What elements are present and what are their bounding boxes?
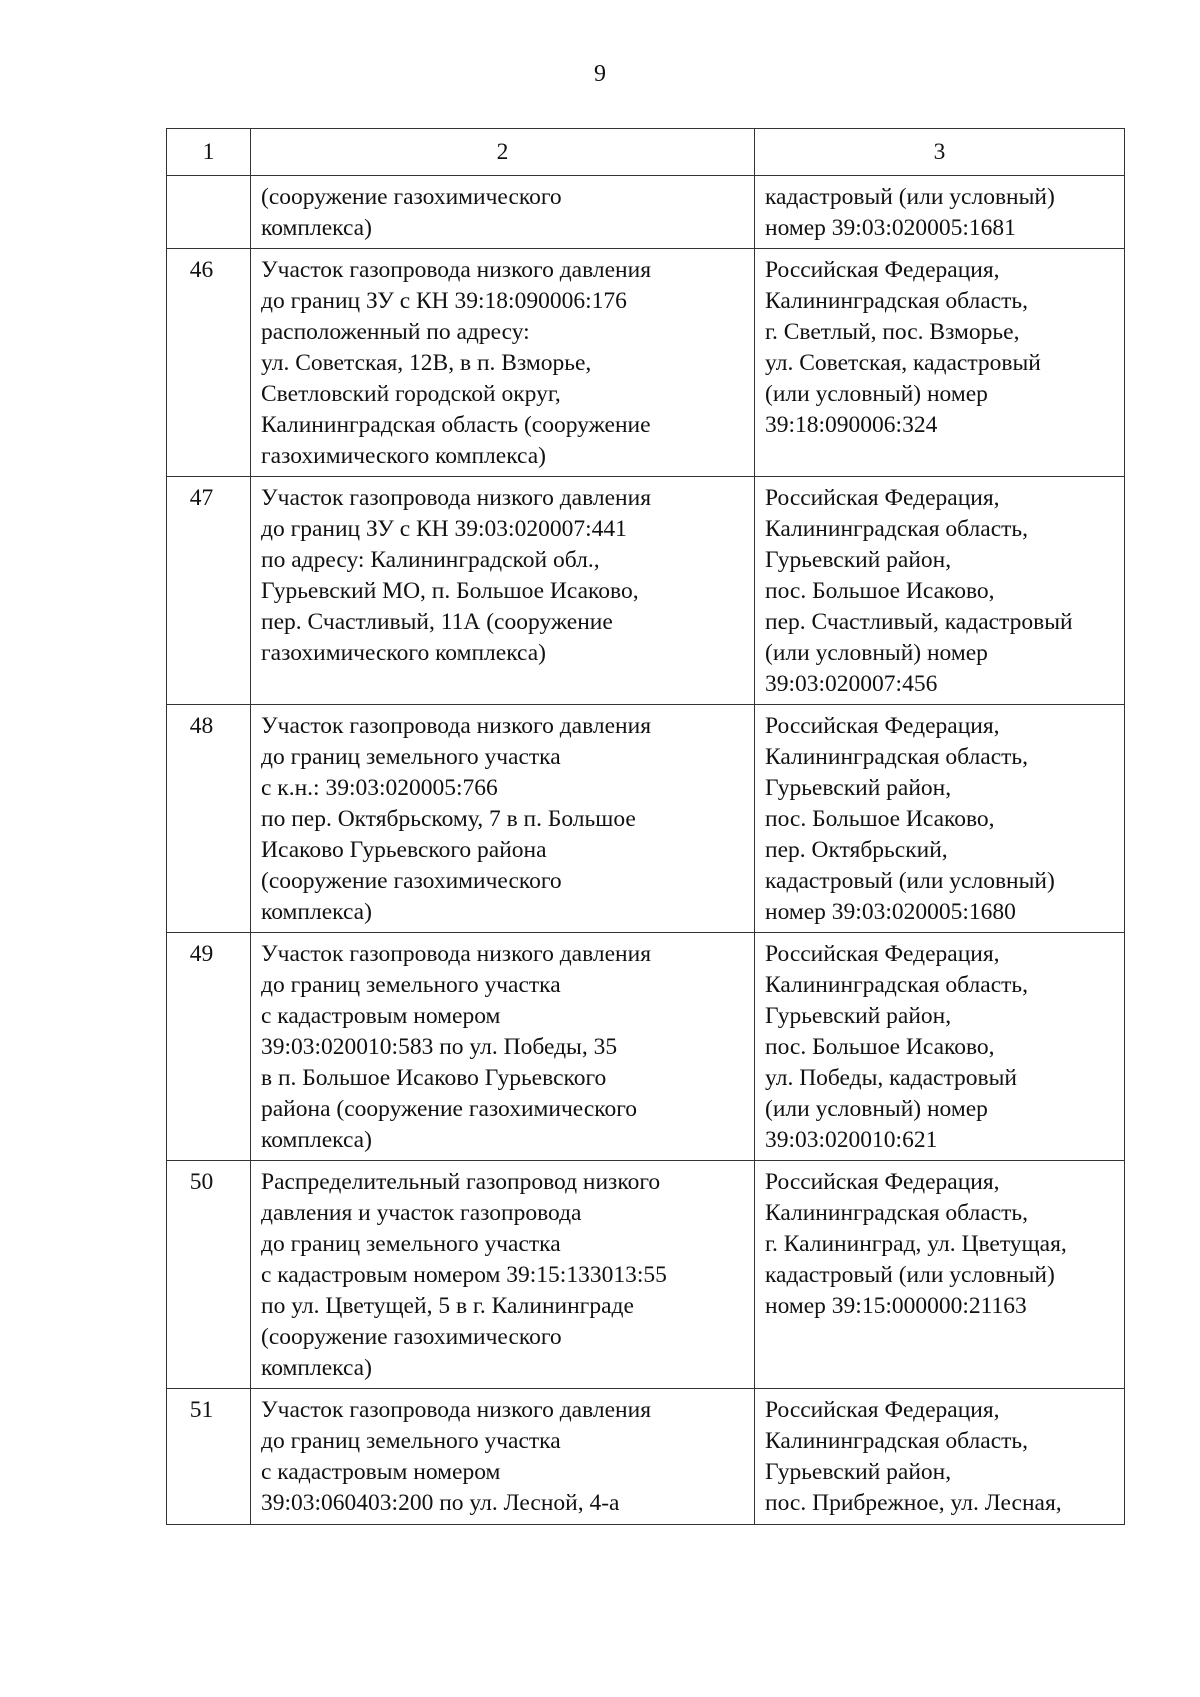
description-line: (сооружение газохимического [261, 184, 562, 210]
description-line: Исаково Гурьевского района [261, 837, 547, 863]
table-row [167, 933, 1125, 1161]
description-line: в п. Большое Исаково Гурьевского [261, 1065, 607, 1091]
location-line: Российская Федерация, [765, 1169, 1000, 1195]
location-line: пос. Большое Исаково, [765, 578, 995, 604]
location-line: (или условный) номер [765, 640, 988, 666]
description-line: расположенный по адресу: [261, 319, 530, 345]
object-description-cell [251, 176, 755, 249]
location-line: номер 39:15:000000:21163 [765, 1293, 1027, 1319]
location-line: Российская Федерация, [765, 941, 1000, 967]
registry-table [166, 128, 1125, 1525]
table-row [167, 705, 1125, 933]
description-line: Калининградская область (сооружение [261, 412, 651, 438]
description-line: района (сооружение газохимического [261, 1096, 638, 1122]
location-line: пос. Прибрежное, ул. Лесная, [765, 1490, 1062, 1516]
column-header-3: 3 [755, 129, 1125, 176]
location-line: Калининградская область, [765, 1428, 1028, 1454]
description-line: Участок газопровода низкого давления [261, 257, 652, 283]
object-description-cell [251, 1389, 755, 1525]
table-row [167, 1161, 1125, 1389]
object-description-cell [251, 249, 755, 477]
table-row [167, 249, 1125, 477]
description-line: до границ ЗУ с КН 39:18:090006:176 [261, 288, 627, 314]
location-line: Калининградская область, [765, 1200, 1028, 1226]
row-number: 49 [167, 933, 251, 1161]
description-line: до границ земельного участка [261, 1231, 561, 1257]
row-number: 46 [167, 249, 251, 477]
location-line: ул. Советская, кадастровый [765, 350, 1041, 376]
location-line: пос. Большое Исаково, [765, 806, 995, 832]
location-cell [755, 477, 1125, 705]
table-row [167, 176, 1125, 249]
row-number: 51 [167, 1389, 251, 1525]
description-line: Участок газопровода низкого давления [261, 1397, 652, 1423]
location-line: Гурьевский район, [765, 1003, 952, 1029]
description-line: (сооружение газохимического [261, 1324, 562, 1350]
location-cell [755, 705, 1125, 933]
table-body [167, 129, 1125, 1525]
location-line: кадастровый (или условный) [765, 184, 1055, 210]
location-line: Калининградская область, [765, 516, 1028, 542]
location-line: пос. Большое Исаково, [765, 1034, 995, 1060]
description-line: до границ ЗУ с КН 39:03:020007:441 [261, 516, 627, 542]
location-line: Гурьевский район, [765, 1459, 952, 1485]
description-line: до границ земельного участка [261, 972, 561, 998]
description-line: давления и участок газопровода [261, 1200, 582, 1226]
location-line: Калининградская область, [765, 288, 1028, 314]
table-row [167, 1389, 1125, 1525]
location-line: (или условный) номер [765, 381, 988, 407]
table-row [167, 477, 1125, 705]
row-number: 47 [167, 477, 251, 705]
location-line: Калининградская область, [765, 972, 1028, 998]
location-line: пер. Счастливый, кадастровый [765, 609, 1073, 635]
description-line: Участок газопровода низкого давления [261, 941, 652, 967]
description-line: Участок газопровода низкого давления [261, 713, 652, 739]
location-line: Российская Федерация, [765, 1397, 1000, 1423]
location-line: номер 39:03:020005:1681 [765, 215, 1016, 241]
row-number: 48 [167, 705, 251, 933]
description-line: газохимического комплекса) [261, 443, 547, 469]
description-line: (сооружение газохимического [261, 868, 562, 894]
description-line: с кадастровым номером [261, 1003, 501, 1029]
object-description-cell [251, 1161, 755, 1389]
location-line: ул. Победы, кадастровый [765, 1065, 1018, 1091]
description-line: газохимического комплекса) [261, 640, 547, 666]
location-line: Российская Федерация, [765, 713, 1000, 739]
description-line: по пер. Октябрьскому, 7 в п. Большое [261, 806, 636, 832]
description-line: с к.н.: 39:03:020005:766 [261, 775, 498, 801]
column-header-2: 2 [251, 129, 755, 176]
description-line: до границ земельного участка [261, 744, 561, 770]
location-line: Российская Федерация, [765, 257, 1000, 283]
location-line: кадастровый (или условный) [765, 868, 1055, 894]
location-cell [755, 176, 1125, 249]
location-line: 39:03:020007:456 [765, 671, 938, 697]
location-cell [755, 1389, 1125, 1525]
description-line: до границ земельного участка [261, 1428, 561, 1454]
object-description-cell [251, 705, 755, 933]
description-line: комплекса) [261, 899, 372, 925]
location-cell [755, 1161, 1125, 1389]
location-line: номер 39:03:020005:1680 [765, 899, 1016, 925]
row-number [167, 176, 251, 249]
object-description-cell [251, 477, 755, 705]
object-description-cell [251, 933, 755, 1161]
description-line: комплекса) [261, 1127, 372, 1153]
description-line: 39:03:060403:200 по ул. Лесной, 4-а [261, 1490, 620, 1516]
location-line: (или условный) номер [765, 1096, 988, 1122]
location-line: Гурьевский район, [765, 547, 952, 573]
page-number: 9 [594, 61, 606, 87]
description-line: с кадастровым номером [261, 1459, 501, 1485]
description-line: комплекса) [261, 215, 372, 241]
location-line: Калининградская область, [765, 744, 1028, 770]
location-line: 39:18:090006:324 [765, 412, 938, 438]
location-line: г. Калининград, ул. Цветущая, [765, 1231, 1067, 1257]
description-line: ул. Советская, 12В, в п. Взморье, [261, 350, 592, 376]
location-line: г. Светлый, пос. Взморье, [765, 319, 1020, 345]
location-line: 39:03:020010:621 [765, 1127, 938, 1153]
description-line: Участок газопровода низкого давления [261, 485, 652, 511]
description-line: по адресу: Калининградской обл., [261, 547, 600, 573]
table-header-row [167, 129, 1125, 176]
location-cell [755, 933, 1125, 1161]
description-line: с кадастровым номером 39:15:133013:55 [261, 1262, 667, 1288]
description-line: по ул. Цветущей, 5 в г. Калининграде [261, 1293, 634, 1319]
location-line: Российская Федерация, [765, 485, 1000, 511]
description-line: пер. Счастливый, 11А (сооружение [261, 609, 613, 635]
description-line: Распределительный газопровод низкого [261, 1169, 661, 1195]
row-number: 50 [167, 1161, 251, 1389]
location-cell [755, 249, 1125, 477]
location-line: Гурьевский район, [765, 775, 952, 801]
location-line: пер. Октябрьский, [765, 837, 948, 863]
description-line: Светловский городской округ, [261, 381, 561, 407]
column-header-1: 1 [167, 129, 251, 176]
description-line: 39:03:020010:583 по ул. Победы, 35 [261, 1034, 618, 1060]
location-line: кадастровый (или условный) [765, 1262, 1055, 1288]
description-line: комплекса) [261, 1355, 372, 1381]
description-line: Гурьевский МО, п. Большое Исаково, [261, 578, 639, 604]
